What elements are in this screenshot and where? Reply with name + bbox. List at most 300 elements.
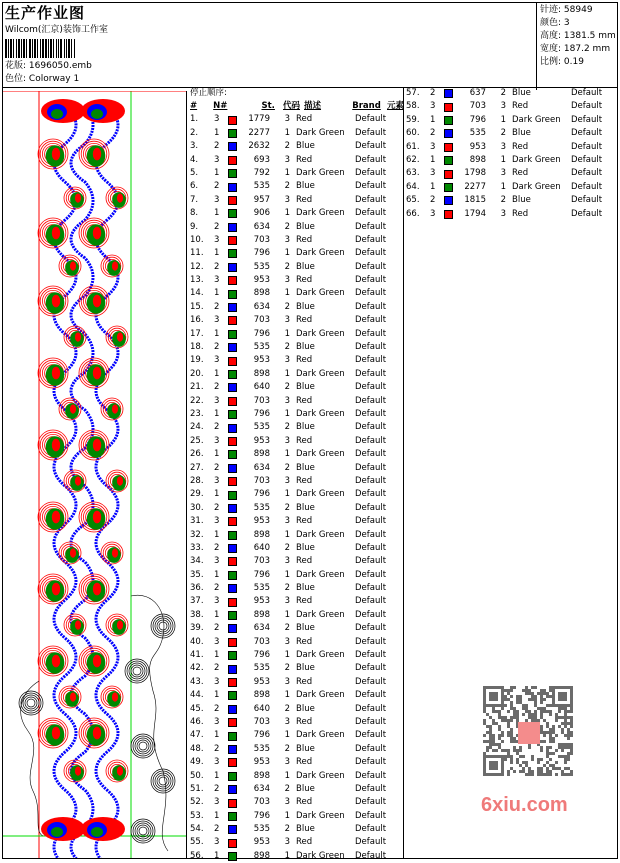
color-swatch	[226, 557, 238, 566]
qr-module	[558, 707, 561, 710]
qr-module	[564, 713, 567, 716]
row-brand: Default	[355, 234, 387, 245]
qr-module	[537, 767, 540, 770]
row-stitches: 703	[253, 716, 270, 727]
row-index: 19.	[190, 355, 204, 366]
qr-module	[522, 704, 525, 707]
qr-module	[525, 764, 528, 767]
qr-module	[546, 731, 549, 734]
row-brand: Default	[355, 663, 387, 674]
table-row	[188, 850, 403, 863]
row-index: 36.	[190, 583, 204, 594]
qr-module	[504, 758, 507, 761]
qr-module	[555, 719, 558, 722]
table-row	[188, 167, 403, 180]
qr-module	[567, 758, 570, 761]
qr-module	[504, 749, 507, 752]
qr-module	[513, 740, 516, 743]
qr-module	[501, 749, 504, 752]
qr-module	[489, 716, 492, 719]
qr-module	[522, 767, 525, 770]
row-code: 1	[284, 408, 290, 419]
qr-module	[516, 719, 519, 722]
qr-module	[561, 743, 564, 746]
qr-module	[519, 755, 522, 758]
row-index: 58.	[406, 101, 420, 112]
row-code: 1	[284, 328, 290, 339]
qr-module	[546, 725, 549, 728]
table-row	[188, 796, 403, 809]
row-description: Red	[296, 757, 313, 768]
stop-sequence-column-1	[188, 87, 404, 859]
qr-module	[543, 707, 546, 710]
stats-box	[536, 2, 618, 90]
qr-module	[510, 737, 513, 740]
row-stitches: 637	[469, 88, 486, 98]
qr-module	[507, 749, 510, 752]
qr-module	[543, 689, 546, 692]
feather-eye	[75, 193, 81, 202]
outline-swirl	[21, 693, 41, 713]
row-code: 1	[284, 167, 290, 178]
color-swatch-icon	[228, 665, 237, 674]
qr-module	[570, 770, 573, 773]
row-index: 56.	[190, 850, 204, 861]
row-stitches: 1779	[248, 114, 270, 125]
color-swatch	[226, 544, 238, 553]
qr-module	[549, 728, 552, 731]
row-index: 38.	[190, 609, 204, 620]
row-needle: 3	[214, 676, 220, 687]
row-code: 3	[284, 395, 290, 406]
table-row	[188, 341, 403, 354]
qr-module	[492, 743, 495, 746]
row-index: 46.	[190, 716, 204, 727]
color-swatch-icon	[228, 624, 237, 633]
row-code: 3	[284, 516, 290, 527]
row-code: 3	[284, 355, 290, 366]
row-stitches: 957	[253, 194, 270, 205]
qr-module	[549, 740, 552, 743]
qr-module	[543, 764, 546, 767]
qr-module	[492, 710, 495, 713]
color-swatch-icon	[228, 129, 237, 138]
row-index: 32.	[190, 529, 204, 540]
color-swatch-icon	[228, 839, 237, 848]
embroidery-design-preview-icon	[3, 91, 186, 858]
qr-module	[495, 722, 498, 725]
qr-module	[531, 686, 534, 689]
row-brand: Default	[355, 850, 387, 861]
row-index: 31.	[190, 516, 204, 527]
qr-module	[567, 710, 570, 713]
qr-module	[537, 707, 540, 710]
color-swatch	[226, 825, 238, 834]
qr-module	[504, 698, 507, 701]
outline-swirl	[127, 661, 147, 681]
row-code: 3	[284, 114, 290, 125]
qr-module	[489, 725, 492, 728]
color-swatch-icon	[444, 196, 453, 205]
feather-eye	[52, 655, 60, 668]
qr-module	[570, 731, 573, 734]
barcode-bar	[75, 39, 76, 58]
qr-module	[516, 710, 519, 713]
qr-module	[528, 713, 531, 716]
color-swatch	[226, 410, 238, 419]
color-swatch	[226, 156, 238, 165]
row-stitches: 898	[253, 690, 270, 701]
row-code: 2	[284, 824, 290, 835]
table-row	[188, 127, 403, 140]
row-index: 62.	[406, 154, 420, 165]
row-index: 50.	[190, 770, 204, 781]
outline-swirl	[135, 738, 151, 754]
feather-eye	[93, 227, 101, 240]
qr-finder-core	[489, 692, 498, 701]
row-description: Blue	[296, 583, 315, 594]
color-swatch-icon	[228, 718, 237, 727]
row-stitches: 535	[253, 824, 270, 835]
row-index: 42.	[190, 663, 204, 674]
row-needle: 2	[430, 195, 436, 206]
table-row	[188, 515, 403, 528]
color-swatch	[226, 852, 238, 861]
row-stitches: 953	[253, 516, 270, 527]
row-code: 2	[284, 382, 290, 393]
row-index: 61.	[406, 141, 420, 152]
qr-module	[492, 722, 495, 725]
row-description: Blue	[296, 141, 315, 152]
qr-module	[570, 722, 573, 725]
qr-module	[522, 713, 525, 716]
row-description: Dark Green	[512, 154, 561, 165]
color-swatch	[226, 129, 238, 138]
qr-module	[513, 749, 516, 752]
color-swatch	[442, 89, 454, 98]
qr-module	[516, 698, 519, 701]
row-code: 2	[284, 261, 290, 272]
row-stitches: 703	[253, 395, 270, 406]
row-index: 3.	[190, 141, 199, 152]
row-index: 16.	[190, 315, 204, 326]
row-description: Red	[296, 837, 313, 848]
table-row	[188, 836, 403, 849]
row-code: 2	[500, 128, 506, 139]
row-needle: 3	[214, 797, 220, 808]
row-stitches: 796	[253, 328, 270, 339]
qr-module	[558, 725, 561, 728]
color-swatch	[226, 183, 238, 192]
row-stitches: 953	[253, 435, 270, 446]
qr-module	[567, 746, 570, 749]
table-row	[188, 113, 403, 126]
color-swatch-icon	[228, 705, 237, 714]
table-row	[188, 301, 403, 314]
row-brand: Default	[355, 248, 387, 259]
color-swatch-icon	[228, 316, 237, 325]
qr-module	[555, 734, 558, 737]
row-description: Red	[296, 315, 313, 326]
qr-module	[489, 743, 492, 746]
color-swatch	[226, 812, 238, 821]
row-needle: 2	[214, 301, 220, 312]
row-code: 2	[284, 221, 290, 232]
row-needle: 1	[214, 810, 220, 821]
outline-swirl	[153, 616, 173, 636]
qr-module	[540, 707, 543, 710]
row-index: 34.	[190, 556, 204, 567]
row-needle: 3	[430, 168, 436, 179]
table-row	[404, 194, 618, 207]
row-needle: 2	[214, 743, 220, 754]
qr-module	[516, 695, 519, 698]
qr-module	[561, 773, 564, 776]
outline-swirl	[155, 773, 171, 789]
row-index: 25.	[190, 435, 204, 446]
row-brand: Default	[355, 730, 387, 741]
qr-module	[510, 716, 513, 719]
row-code: 3	[284, 194, 290, 205]
row-brand: Default	[355, 529, 387, 540]
qr-module	[555, 749, 558, 752]
qr-module	[534, 710, 537, 713]
outline-swirl	[131, 819, 155, 843]
qr-module	[549, 746, 552, 749]
row-code: 3	[284, 435, 290, 446]
feather-eye	[70, 692, 76, 701]
color-swatch-icon	[228, 156, 237, 165]
row-stitches: 796	[253, 650, 270, 661]
feather-eye	[75, 620, 81, 629]
row-description: Dark Green	[296, 167, 345, 178]
outline-swirl	[131, 734, 155, 758]
color-swatch	[226, 383, 238, 392]
color-swatch	[226, 357, 238, 366]
row-description: Dark Green	[296, 489, 345, 500]
row-brand: Default	[355, 716, 387, 727]
qr-module	[564, 725, 567, 728]
table-row	[188, 582, 403, 595]
qr-module	[507, 710, 510, 713]
row-brand: Default	[355, 355, 387, 366]
row-needle: 2	[430, 128, 436, 139]
color-swatch-icon	[228, 209, 237, 218]
row-needle: 3	[214, 234, 220, 245]
color-swatch-icon	[228, 424, 237, 433]
qr-module	[510, 761, 513, 764]
row-brand: Default	[355, 690, 387, 701]
row-needle: 1	[214, 850, 220, 861]
row-needle: 2	[214, 542, 220, 553]
qr-module	[501, 719, 504, 722]
row-needle: 3	[214, 636, 220, 647]
qr-module	[543, 719, 546, 722]
table-row	[188, 676, 403, 689]
row-index: 59.	[406, 114, 420, 125]
row-brand: Default	[355, 194, 387, 205]
qr-module	[564, 767, 567, 770]
color-swatch	[226, 116, 238, 125]
height-label: 高度:	[540, 31, 562, 41]
color-swatch-icon	[444, 89, 453, 98]
qr-module	[567, 731, 570, 734]
row-brand: Default	[355, 221, 387, 232]
qr-module	[489, 746, 492, 749]
row-description: Dark Green	[296, 810, 345, 821]
row-code: 3	[284, 757, 290, 768]
color-swatch	[226, 303, 238, 312]
row-index: 40.	[190, 636, 204, 647]
row-needle: 3	[214, 275, 220, 286]
row-code: 1	[284, 127, 290, 138]
color-swatch-icon	[228, 303, 237, 312]
row-index: 18.	[190, 342, 204, 353]
feather-eye	[93, 295, 101, 308]
qr-module	[567, 752, 570, 755]
feather-eye	[117, 193, 123, 202]
row-needle: 1	[214, 328, 220, 339]
qr-module	[489, 737, 492, 740]
qr-module	[483, 740, 486, 743]
qr-module	[516, 716, 519, 719]
qr-module	[543, 692, 546, 695]
qr-module	[519, 764, 522, 767]
qr-module	[540, 710, 543, 713]
qr-module	[567, 767, 570, 770]
color-swatch-icon	[228, 531, 237, 540]
qr-module	[495, 710, 498, 713]
qr-module	[540, 746, 543, 749]
row-brand: Default	[355, 810, 387, 821]
qr-module	[537, 719, 540, 722]
qr-module	[504, 716, 507, 719]
row-index: 30.	[190, 502, 204, 513]
row-stitches: 898	[253, 609, 270, 620]
color-swatch-icon	[228, 504, 237, 513]
qr-module	[534, 695, 537, 698]
row-stitches: 898	[253, 850, 270, 861]
table-row	[188, 234, 403, 247]
qr-module	[528, 716, 531, 719]
row-brand: Default	[355, 315, 387, 326]
row-code: 1	[284, 449, 290, 460]
qr-module	[549, 734, 552, 737]
row-stitches: 1815	[464, 195, 486, 206]
row-description: Blue	[296, 542, 315, 553]
feather-eye	[93, 511, 101, 524]
qr-module	[507, 689, 510, 692]
qr-module	[546, 767, 549, 770]
row-description: Dark Green	[296, 368, 345, 379]
color-swatch	[226, 584, 238, 593]
row-stitches: 953	[253, 757, 270, 768]
row-needle: 3	[214, 395, 220, 406]
table-row	[188, 729, 403, 742]
row-index: 24.	[190, 422, 204, 433]
table-row	[188, 622, 403, 635]
row-description: Red	[296, 516, 313, 527]
qr-module	[507, 698, 510, 701]
outline-swirl	[159, 777, 167, 785]
top-flourish-green	[91, 109, 103, 119]
color-swatch-icon	[228, 236, 237, 245]
design-preview	[3, 91, 187, 858]
color-swatch-icon	[228, 678, 237, 687]
row-code: 3	[284, 556, 290, 567]
row-index: 10.	[190, 234, 204, 245]
color-swatch	[226, 517, 238, 526]
qr-module	[564, 710, 567, 713]
row-needle: 1	[214, 489, 220, 500]
color-swatch-icon	[228, 651, 237, 660]
row-stitches: 634	[253, 462, 270, 473]
row-description: Dark Green	[296, 850, 345, 861]
row-brand: Default	[355, 288, 387, 299]
color-swatch-icon	[228, 142, 237, 151]
feather-eye	[112, 404, 118, 413]
row-description: Red	[296, 114, 313, 125]
row-stitches: 535	[253, 663, 270, 674]
table-row	[188, 488, 403, 501]
qr-module	[513, 746, 516, 749]
row-description: Blue	[296, 301, 315, 312]
row-description: Red	[512, 141, 529, 152]
color-swatch-icon	[444, 143, 453, 152]
color-swatch	[226, 223, 238, 232]
colors-label: 颜色:	[540, 18, 562, 28]
feather-eye	[117, 766, 123, 775]
qr-module	[552, 725, 555, 728]
table-row	[188, 180, 403, 193]
qr-module	[564, 707, 567, 710]
row-code: 3	[284, 154, 290, 165]
qr-module	[543, 710, 546, 713]
row-code: 3	[284, 475, 290, 486]
row-index: 12.	[190, 261, 204, 272]
row-needle: 3	[214, 194, 220, 205]
qr-module	[534, 716, 537, 719]
watermark-qr	[471, 680, 588, 818]
row-stitches: 1798	[464, 168, 486, 179]
row-needle: 2	[214, 261, 220, 272]
row-needle: 3	[214, 716, 220, 727]
qr-module	[534, 686, 537, 689]
row-index: 23.	[190, 408, 204, 419]
row-brand: Default	[355, 797, 387, 808]
row-description: Red	[296, 154, 313, 165]
row-needle: 2	[214, 623, 220, 634]
row-code: 2	[284, 583, 290, 594]
qr-module	[552, 767, 555, 770]
table-row	[188, 287, 403, 300]
qr-module	[540, 731, 543, 734]
qr-module	[486, 731, 489, 734]
qr-module	[525, 686, 528, 689]
row-code: 3	[284, 234, 290, 245]
row-stitches: 898	[253, 368, 270, 379]
row-brand: Default	[355, 837, 387, 848]
qr-module	[519, 701, 522, 704]
row-index: 9.	[190, 221, 199, 232]
color-swatch-icon	[228, 263, 237, 272]
feather-eye	[112, 548, 118, 557]
row-stitches: 703	[253, 475, 270, 486]
qr-module	[501, 734, 504, 737]
qr-module	[570, 746, 573, 749]
row-description: Red	[296, 194, 313, 205]
color-swatch	[226, 249, 238, 258]
